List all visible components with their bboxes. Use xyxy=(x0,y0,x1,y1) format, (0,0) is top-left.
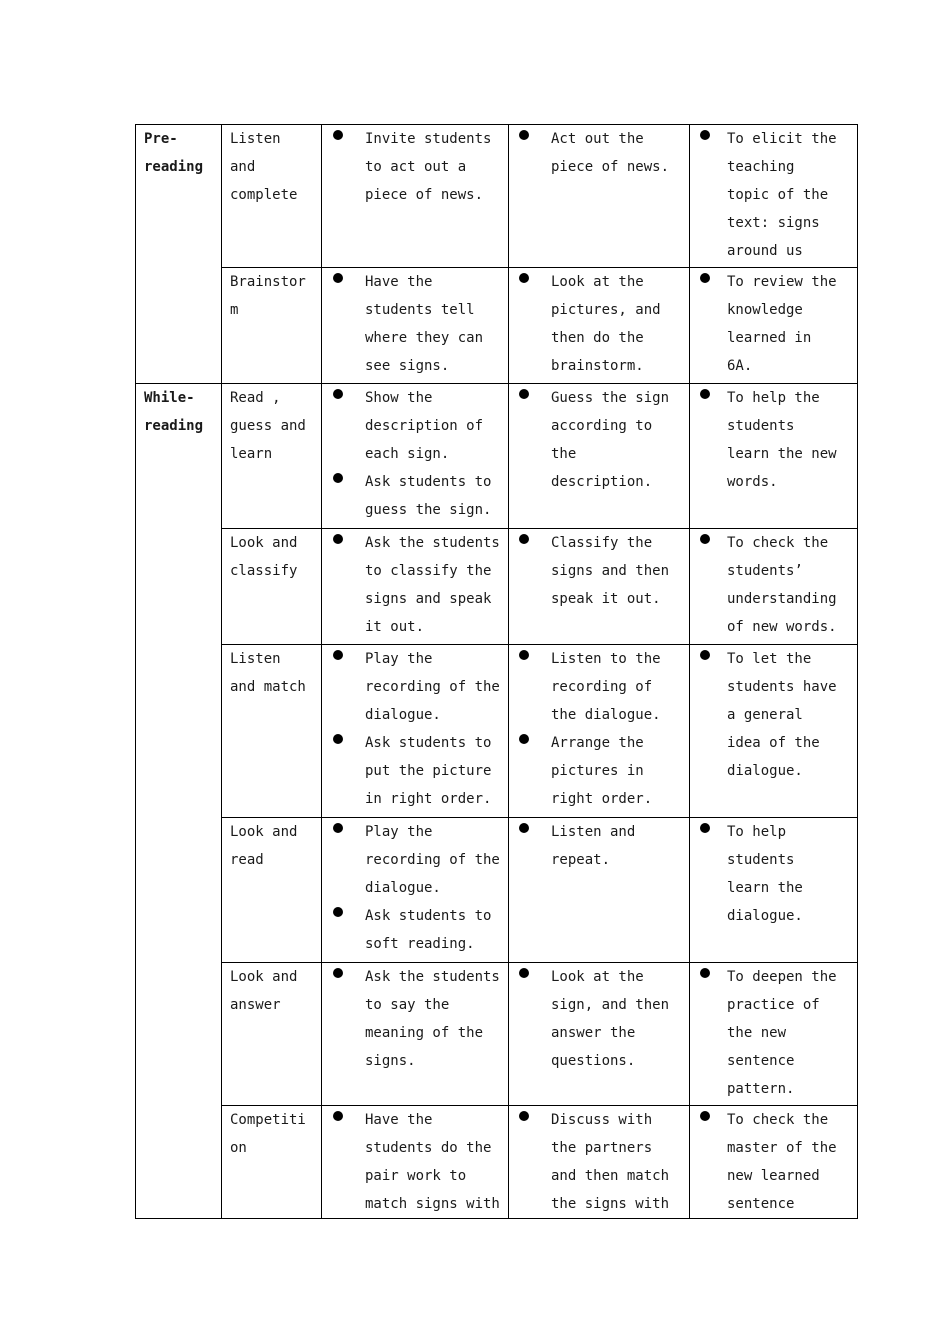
purpose-bullet-list xyxy=(690,529,857,641)
student-activity-bullet-list xyxy=(509,818,689,874)
student-activity-cell xyxy=(509,818,690,963)
bullet-item xyxy=(509,963,689,1075)
student-activity-bullet-list xyxy=(509,384,689,496)
teacher-activity-text: Have the students tell where they can see signs. xyxy=(365,274,484,374)
activity-cell xyxy=(222,1106,322,1219)
bullet-item xyxy=(509,818,689,874)
bullet-item xyxy=(690,125,857,265)
bullet-item xyxy=(322,1106,508,1218)
bullet-dot-icon xyxy=(700,534,710,544)
activity-label: Read , guess and learn xyxy=(230,390,306,462)
bullet-dot-icon xyxy=(333,907,343,917)
purpose-cell xyxy=(690,645,858,818)
activity-cell xyxy=(222,818,322,963)
teacher-activity-bullet-list xyxy=(322,529,508,641)
purpose-bullet-list xyxy=(690,963,857,1103)
student-activity-bullet-list xyxy=(509,963,689,1075)
teacher-activity-bullet-list xyxy=(322,645,508,813)
teacher-activity-text: Ask students to guess the sign. xyxy=(365,474,492,518)
student-activity-cell xyxy=(509,1106,690,1219)
bullet-item xyxy=(322,125,508,209)
teacher-activity-text: Play the recording of the dialogue. xyxy=(365,651,500,723)
purpose-text: To help students learn the dialogue. xyxy=(727,824,803,924)
bullet-item xyxy=(322,902,508,958)
table-row xyxy=(136,384,858,529)
purpose-bullet-list xyxy=(690,268,857,380)
table-row xyxy=(136,963,858,1106)
stage-label: Pre- reading xyxy=(144,131,204,175)
activity-cell xyxy=(222,963,322,1106)
purpose-cell xyxy=(690,384,858,529)
bullet-dot-icon xyxy=(519,534,529,544)
student-activity-text: Discuss with the partners and then match the signs with xyxy=(551,1112,670,1212)
stage-cell xyxy=(136,125,222,384)
bullet-dot-icon xyxy=(519,968,529,978)
teacher-activity-cell xyxy=(322,125,509,268)
activity-cell xyxy=(222,529,322,645)
bullet-dot-icon xyxy=(519,650,529,660)
bullet-dot-icon xyxy=(700,823,710,833)
bullet-dot-icon xyxy=(333,1111,343,1121)
student-activity-text: Guess the sign according to the description. xyxy=(551,390,670,490)
bullet-dot-icon xyxy=(333,473,343,483)
table-row xyxy=(136,818,858,963)
teacher-activity-bullet-list xyxy=(322,268,508,380)
bullet-dot-icon xyxy=(519,273,529,283)
bullet-item xyxy=(509,1106,689,1218)
bullet-item xyxy=(509,645,689,729)
table-row xyxy=(136,268,858,384)
teacher-activity-bullet-list xyxy=(322,963,508,1075)
bullet-dot-icon xyxy=(333,534,343,544)
teacher-activity-cell xyxy=(322,268,509,384)
bullet-item xyxy=(322,818,508,902)
table-row xyxy=(136,529,858,645)
bullet-dot-icon xyxy=(519,823,529,833)
teacher-activity-cell xyxy=(322,1106,509,1219)
table-row xyxy=(136,125,858,268)
bullet-item xyxy=(322,468,508,524)
bullet-item xyxy=(509,529,689,613)
bullet-dot-icon xyxy=(333,130,343,140)
purpose-bullet-list xyxy=(690,1106,857,1218)
teacher-activity-bullet-list xyxy=(322,125,508,209)
activity-label: Listen and complete xyxy=(230,131,298,203)
bullet-item xyxy=(690,268,857,380)
student-activity-text: Classify the signs and then speak it out. xyxy=(551,535,670,607)
student-activity-bullet-list xyxy=(509,1106,689,1218)
student-activity-cell xyxy=(509,384,690,529)
student-activity-text: Arrange the pictures in right order. xyxy=(551,735,653,807)
purpose-text: To deepen the practice of the new sentence pattern. xyxy=(727,969,837,1097)
bullet-item xyxy=(690,384,857,496)
purpose-cell xyxy=(690,529,858,645)
purpose-text: To check the master of the new learned sentence xyxy=(727,1112,837,1212)
purpose-text: To elicit the teaching topic of the text: signs around us xyxy=(727,131,837,259)
bullet-dot-icon xyxy=(333,968,343,978)
teacher-activity-cell xyxy=(322,963,509,1106)
teacher-activity-text: Play the recording of the dialogue. xyxy=(365,824,500,896)
student-activity-text: Listen and repeat. xyxy=(551,824,636,868)
bullet-dot-icon xyxy=(333,734,343,744)
bullet-dot-icon xyxy=(700,130,710,140)
bullet-item xyxy=(322,729,508,813)
teacher-activity-text: Ask the students to say the meaning of the signs. xyxy=(365,969,500,1069)
teacher-activity-cell xyxy=(322,529,509,645)
student-activity-text: Look at the sign, and then answer the questions. xyxy=(551,969,670,1069)
purpose-bullet-list xyxy=(690,645,857,785)
activity-label: Look and read xyxy=(230,824,298,868)
student-activity-bullet-list xyxy=(509,645,689,813)
table-row xyxy=(136,1106,858,1219)
student-activity-cell xyxy=(509,529,690,645)
teacher-activity-cell xyxy=(322,645,509,818)
teacher-activity-text: Ask students to soft reading. xyxy=(365,908,492,952)
bullet-dot-icon xyxy=(333,823,343,833)
bullet-dot-icon xyxy=(333,650,343,660)
bullet-dot-icon xyxy=(333,273,343,283)
bullet-item xyxy=(509,384,689,496)
student-activity-cell xyxy=(509,268,690,384)
bullet-dot-icon xyxy=(333,389,343,399)
activity-cell xyxy=(222,645,322,818)
stage-label: While- reading xyxy=(144,390,204,434)
teacher-activity-text: Invite students to act out a piece of news. xyxy=(365,131,492,203)
bullet-dot-icon xyxy=(700,1111,710,1121)
purpose-cell xyxy=(690,125,858,268)
bullet-item xyxy=(322,268,508,380)
bullet-item xyxy=(322,963,508,1075)
purpose-text: To help the students learn the new words. xyxy=(727,390,837,490)
bullet-dot-icon xyxy=(519,1111,529,1121)
student-activity-cell xyxy=(509,125,690,268)
purpose-cell xyxy=(690,818,858,963)
bullet-item xyxy=(690,645,857,785)
student-activity-cell xyxy=(509,645,690,818)
bullet-item xyxy=(509,268,689,380)
purpose-bullet-list xyxy=(690,384,857,496)
bullet-dot-icon xyxy=(700,968,710,978)
activity-label: Competiti on xyxy=(230,1112,306,1156)
purpose-text: To let the students have a general idea of the dialogue. xyxy=(727,651,837,779)
bullet-item xyxy=(322,645,508,729)
activity-cell xyxy=(222,268,322,384)
purpose-bullet-list xyxy=(690,125,857,265)
teacher-activity-bullet-list xyxy=(322,384,508,524)
bullet-item xyxy=(690,818,857,930)
student-activity-bullet-list xyxy=(509,529,689,613)
lesson-plan-table-body xyxy=(136,125,858,1219)
teacher-activity-cell xyxy=(322,818,509,963)
activity-label: Look and classify xyxy=(230,535,298,579)
purpose-text: To review the knowledge learned in 6A. xyxy=(727,274,837,374)
student-activity-text: Act out the piece of news. xyxy=(551,131,670,175)
purpose-cell xyxy=(690,268,858,384)
purpose-cell xyxy=(690,963,858,1106)
purpose-text: To check the students’ understanding of new words. xyxy=(727,535,837,635)
bullet-dot-icon xyxy=(519,734,529,744)
bullet-item xyxy=(509,729,689,813)
bullet-dot-icon xyxy=(700,650,710,660)
teacher-activity-text: Ask the students to classify the signs and speak it out. xyxy=(365,535,500,635)
bullet-item xyxy=(690,963,857,1103)
bullet-dot-icon xyxy=(700,273,710,283)
bullet-item xyxy=(509,125,689,181)
purpose-cell xyxy=(690,1106,858,1219)
teacher-activity-bullet-list xyxy=(322,1106,508,1218)
teacher-activity-bullet-list xyxy=(322,818,508,958)
bullet-item xyxy=(322,384,508,468)
bullet-item xyxy=(690,1106,857,1218)
teacher-activity-cell xyxy=(322,384,509,529)
teacher-activity-text: Ask students to put the picture in right order. xyxy=(365,735,492,807)
student-activity-bullet-list xyxy=(509,125,689,181)
activity-label: Listen and match xyxy=(230,651,306,695)
stage-cell xyxy=(136,384,222,1219)
student-activity-text: Listen to the recording of the dialogue. xyxy=(551,651,661,723)
purpose-bullet-list xyxy=(690,818,857,930)
bullet-dot-icon xyxy=(519,130,529,140)
activity-cell xyxy=(222,125,322,268)
student-activity-text: Look at the pictures, and then do the brainstorm. xyxy=(551,274,661,374)
bullet-dot-icon xyxy=(700,389,710,399)
activity-label: Look and answer xyxy=(230,969,298,1013)
bullet-dot-icon xyxy=(519,389,529,399)
teacher-activity-text: Have the students do the pair work to match signs with xyxy=(365,1112,500,1212)
activity-cell xyxy=(222,384,322,529)
bullet-item xyxy=(690,529,857,641)
teacher-activity-text: Show the description of each sign. xyxy=(365,390,484,462)
bullet-item xyxy=(322,529,508,641)
activity-label: Brainstor m xyxy=(230,274,306,318)
lesson-plan-table xyxy=(135,124,858,1219)
student-activity-cell xyxy=(509,963,690,1106)
student-activity-bullet-list xyxy=(509,268,689,380)
table-row xyxy=(136,645,858,818)
